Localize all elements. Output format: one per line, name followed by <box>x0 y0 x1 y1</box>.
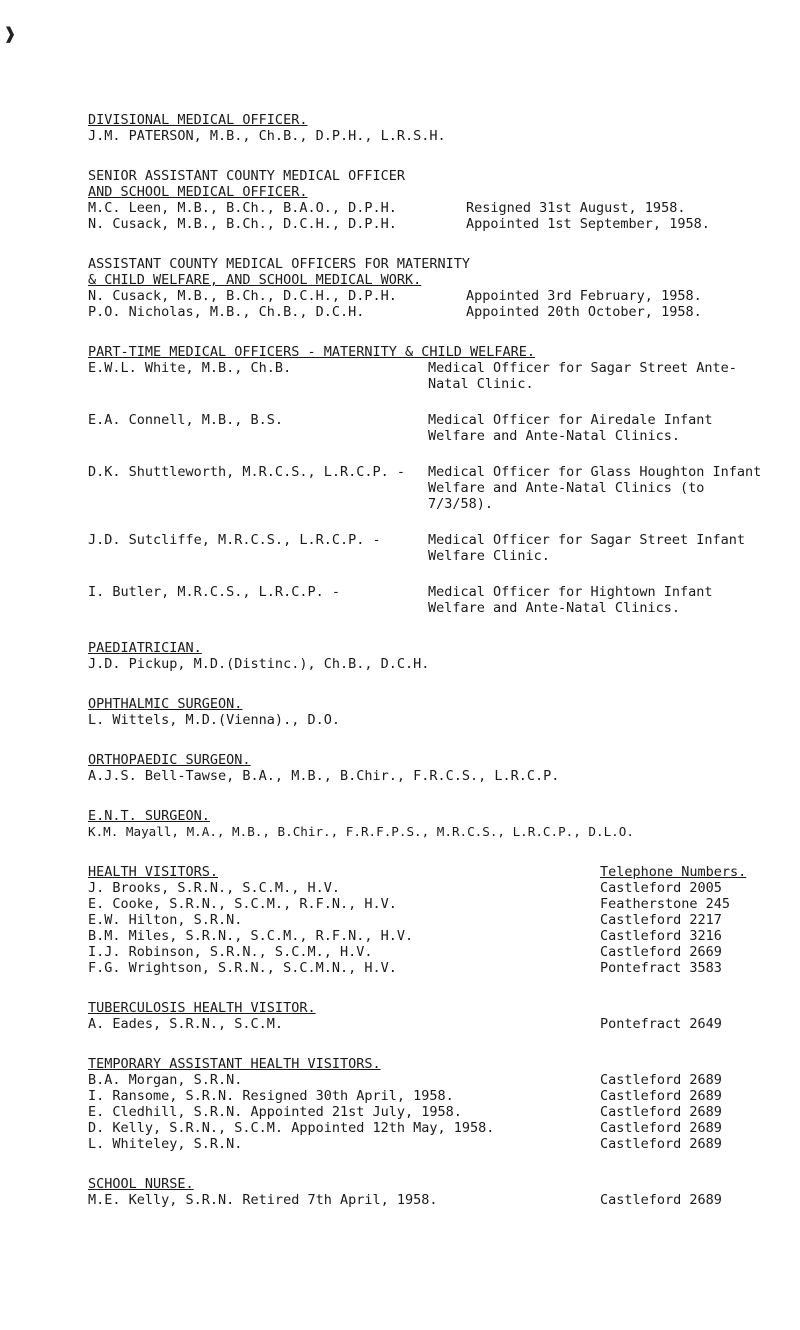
health-visitors-heading: HEALTH VISITORS. <box>88 864 219 880</box>
ophthalmic-section <box>88 696 768 728</box>
temporary-visitors-section <box>88 1056 768 1152</box>
divisional-heading: DIVISIONAL MEDICAL OFFICER. <box>88 112 308 128</box>
senior-heading-line1: SENIOR ASSISTANT COUNTY MEDICAL OFFICER <box>88 168 405 184</box>
parttime-name: E.W.L. White, M.B., Ch.B. <box>88 360 292 376</box>
ent-section <box>88 808 768 840</box>
health-visitors-section <box>88 864 768 976</box>
parttime-name: I. Butler, M.R.C.S., L.R.C.P. - <box>88 584 340 600</box>
health-visitor-row <box>88 928 768 944</box>
temporary-visitor-row <box>88 1088 768 1104</box>
tb-visitor-heading: TUBERCULOSIS HEALTH VISITOR. <box>88 1000 316 1016</box>
temporary-visitor-phone: Castleford 2689 <box>600 1072 722 1088</box>
tb-visitor-phone: Pontefract 2649 <box>600 1016 722 1032</box>
temporary-visitor-name: L. Whiteley, S.R.N. <box>88 1136 243 1152</box>
telephone-heading: Telephone Numbers. <box>600 864 747 880</box>
school-nurse-phone: Castleford 2689 <box>600 1192 722 1208</box>
health-visitor-name: B.M. Miles, S.R.N., S.C.M., R.F.N., H.V. <box>88 928 414 944</box>
temporary-visitor-row <box>88 1120 768 1136</box>
ent-heading: E.N.T. SURGEON. <box>88 808 210 824</box>
parttime-section <box>88 344 768 616</box>
temporary-visitor-phone: Castleford 2689 <box>600 1120 722 1136</box>
ophthalmic-name: L. Wittels, M.D.(Vienna)., D.O. <box>88 712 340 728</box>
paediatrician-name: J.D. Pickup, M.D.(Distinc.), Ch.B., D.C.H. <box>88 656 430 672</box>
parttime-note: Medical Officer for Sagar Street Ante-Natal Clinic. <box>428 360 737 392</box>
tb-visitor-name: A. Eades, S.R.N., S.C.M. <box>88 1016 284 1032</box>
tb-visitor-section <box>88 1000 768 1032</box>
divisional-section <box>88 112 768 144</box>
health-visitor-name: J. Brooks, S.R.N., S.C.M., H.V. <box>88 880 340 896</box>
temporary-visitor-phone: Castleford 2689 <box>600 1136 722 1152</box>
paediatrician-heading: PAEDIATRICIAN. <box>88 640 202 656</box>
orthopaedic-section <box>88 752 768 784</box>
health-visitor-row <box>88 960 768 976</box>
senior-section <box>88 168 768 232</box>
page-corner-mark: ❱ <box>4 22 17 46</box>
temporary-visitor-phone: Castleford 2689 <box>600 1104 722 1120</box>
senior-name: M.C. Leen, M.B., B.Ch., B.A.O., D.P.H. <box>88 200 397 216</box>
divisional-officer: J.M. PATERSON, M.B., Ch.B., D.P.H., L.R.S.H. <box>88 128 446 144</box>
temporary-visitor-row <box>88 1104 768 1120</box>
parttime-heading: PART-TIME MEDICAL OFFICERS - MATERNITY & CHILD WELFARE. <box>88 344 536 360</box>
parttime-name: J.D. Sutcliffe, M.R.C.S., L.R.C.P. - <box>88 532 381 548</box>
senior-note: Resigned 31st August, 1958. <box>466 200 686 216</box>
senior-name: N. Cusack, M.B., B.Ch., D.C.H., D.P.H. <box>88 216 397 232</box>
parttime-row <box>88 532 768 564</box>
health-visitor-name: E.W. Hilton, S.R.N. <box>88 912 243 928</box>
senior-note: Appointed 1st September, 1958. <box>466 216 710 232</box>
temporary-visitor-name: B.A. Morgan, S.R.N. <box>88 1072 243 1088</box>
assistant-note: Appointed 3rd February, 1958. <box>466 288 702 304</box>
assistant-name: P.O. Nicholas, M.B., Ch.B., D.C.H. <box>88 304 365 320</box>
parttime-note: Medical Officer for Hightown Infant Welfare and Ante-Natal Clinics. <box>428 584 713 616</box>
parttime-name: D.K. Shuttleworth, M.R.C.S., L.R.C.P. - <box>88 464 405 480</box>
temporary-visitor-name: E. Cledhill, S.R.N. Appointed 21st July, 1958. <box>88 1104 462 1120</box>
health-visitor-row <box>88 944 768 960</box>
orthopaedic-name: A.J.S. Bell-Tawse, B.A., M.B., B.Chir., F.R.C.S., L.R.C.P. <box>88 768 560 784</box>
health-visitor-phone: Pontefract 3583 <box>600 960 722 976</box>
parttime-row <box>88 464 768 512</box>
health-visitor-phone: Featherstone 245 <box>600 896 731 912</box>
health-visitor-phone: Castleford 3216 <box>600 928 722 944</box>
parttime-note: Medical Officer for Glass Houghton Infant Welfare and Ante-Natal Clinics (to 7/3/58). <box>428 464 762 512</box>
health-visitor-row <box>88 896 768 912</box>
senior-row <box>88 216 768 232</box>
parttime-name: E.A. Connell, M.B., B.S. <box>88 412 284 428</box>
school-nurse-name: M.E. Kelly, S.R.N. Retired 7th April, 1958. <box>88 1192 438 1208</box>
senior-heading-line2: AND SCHOOL MEDICAL OFFICER. <box>88 184 308 200</box>
health-visitors-header <box>88 864 768 880</box>
school-nurse-row <box>88 1192 768 1208</box>
temporary-visitor-name: I. Ransome, S.R.N. Resigned 30th April, 1958. <box>88 1088 454 1104</box>
temporary-visitor-phone: Castleford 2689 <box>600 1088 722 1104</box>
health-visitor-name: I.J. Robinson, S.R.N., S.C.M., H.V. <box>88 944 373 960</box>
tb-visitor-row <box>88 1016 768 1032</box>
staff-list-page <box>88 112 768 1232</box>
assistant-section <box>88 256 768 320</box>
parttime-note: Medical Officer for Airedale Infant Welfare and Ante-Natal Clinics. <box>428 412 713 444</box>
school-nurse-section <box>88 1176 768 1208</box>
senior-row <box>88 200 768 216</box>
parttime-note: Medical Officer for Sagar Street Infant Welfare Clinic. <box>428 532 745 564</box>
temporary-visitor-row <box>88 1072 768 1088</box>
health-visitor-phone: Castleford 2005 <box>600 880 722 896</box>
temporary-visitor-name: D. Kelly, S.R.N., S.C.M. Appointed 12th May, 1958. <box>88 1120 495 1136</box>
assistant-name: N. Cusack, M.B., B.Ch., D.C.H., D.P.H. <box>88 288 397 304</box>
school-nurse-heading: SCHOOL NURSE. <box>88 1176 194 1192</box>
assistant-heading-line2: & CHILD WELFARE, AND SCHOOL MEDICAL WORK. <box>88 272 422 288</box>
ophthalmic-heading: OPHTHALMIC SURGEON. <box>88 696 243 712</box>
orthopaedic-heading: ORTHOPAEDIC SURGEON. <box>88 752 251 768</box>
temporary-visitor-row <box>88 1136 768 1152</box>
health-visitor-name: F.G. Wrightson, S.R.N., S.C.M.N., H.V. <box>88 960 397 976</box>
health-visitor-name: E. Cooke, S.R.N., S.C.M., R.F.N., H.V. <box>88 896 397 912</box>
health-visitor-row <box>88 912 768 928</box>
health-visitor-row <box>88 880 768 896</box>
assistant-row <box>88 288 768 304</box>
assistant-heading-line1: ASSISTANT COUNTY MEDICAL OFFICERS FOR MATERNITY <box>88 256 471 272</box>
health-visitor-phone: Castleford 2669 <box>600 944 722 960</box>
parttime-row <box>88 360 768 392</box>
health-visitor-phone: Castleford 2217 <box>600 912 722 928</box>
paediatrician-section <box>88 640 768 672</box>
parttime-row <box>88 412 768 444</box>
temporary-visitors-heading: TEMPORARY ASSISTANT HEALTH VISITORS. <box>88 1056 381 1072</box>
assistant-note: Appointed 20th October, 1958. <box>466 304 702 320</box>
ent-name: K.M. Mayall, M.A., M.B., B.Chir., F.R.F.P.S., M.R.C.S., L.R.C.P., D.L.O. <box>88 824 634 839</box>
assistant-row <box>88 304 768 320</box>
parttime-row <box>88 584 768 616</box>
